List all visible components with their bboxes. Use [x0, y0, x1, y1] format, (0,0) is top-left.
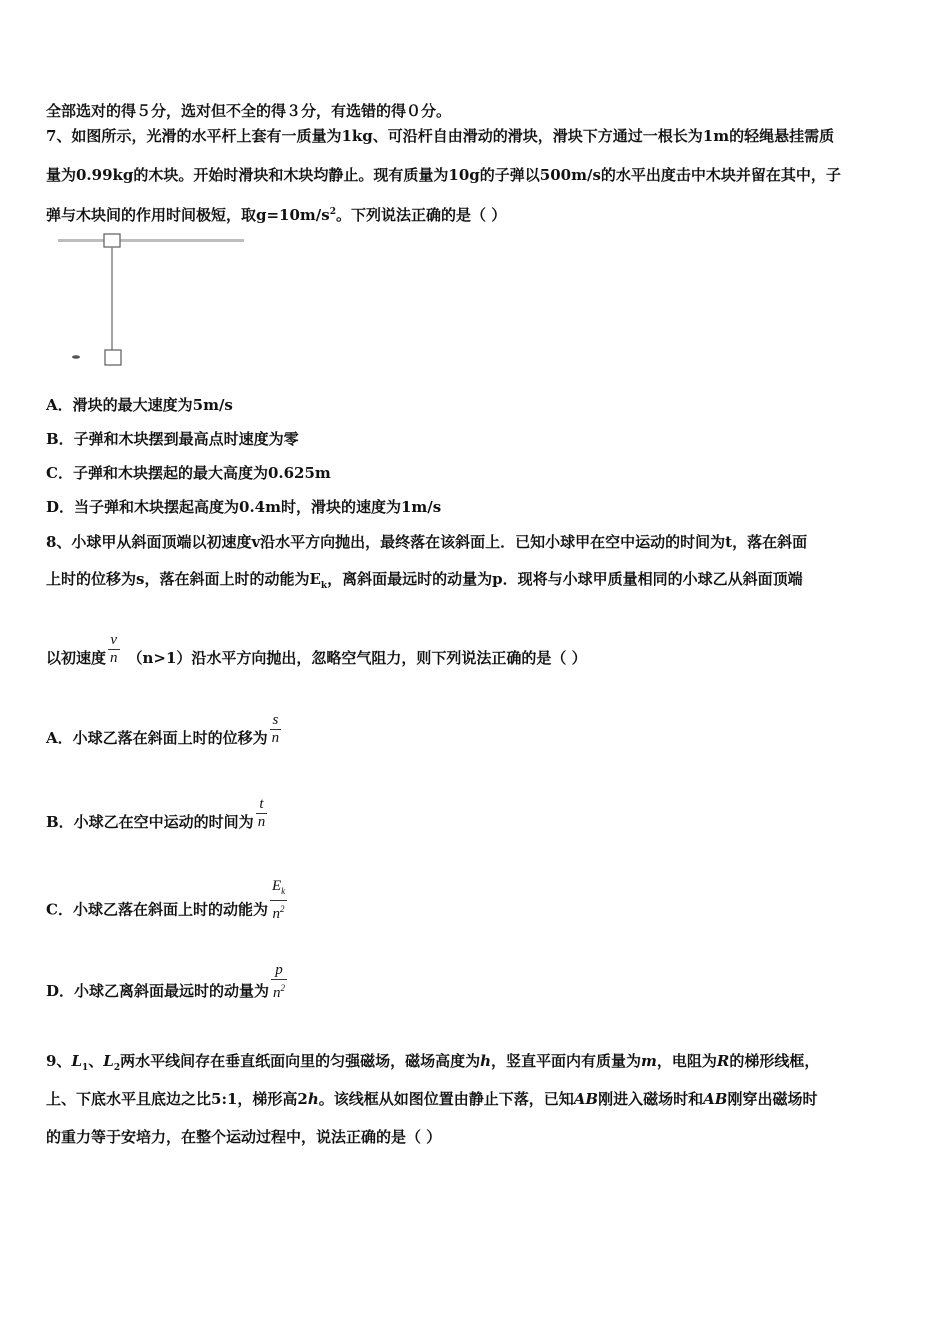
- q7-option-d: D．当子弹和木块摆起高度为0.4m时，滑块的速度为1m/s: [46, 498, 442, 516]
- q9-stem-line3: 的重力等于安培力，在整个运动过程中，说法正确的是（ ）: [46, 1128, 442, 1146]
- q8-option-d: D．小球乙离斜面最远时的动量为 $\frac{p}{n^2}$: [46, 962, 286, 1001]
- q7-figure: [50, 228, 250, 373]
- q9-stem-line2: 上、下底水平且底边之比5:1，梯形高2h。该线框从如图位置由静止下落，已知AB刚进入磁场时和AB刚穿出磁场时: [46, 1090, 818, 1108]
- q8-stem-line1: 8、小球甲从斜面顶端以初速度v沿水平方向抛出，最终落在该斜面上．已知小球甲在空中运动的时间为t，落在斜面: [46, 533, 808, 551]
- horizontal-rod: [58, 239, 244, 242]
- fraction-s-over-n: $\frac{s}{n}$: [271, 711, 280, 746]
- q7-option-b: B．子弹和木块摆到最高点时速度为零: [46, 430, 299, 448]
- q7-stem-line2: 量为0.99kg的木块。开始时滑块和木块均静止。现有质量为10g的子弹以500m/s的水平出度击中木块并留在其中，子: [46, 166, 841, 184]
- fraction-t-over-n: $\frac{t}{n}$: [257, 795, 266, 830]
- q9-stem-line1: 9、$L_1$、$L_2$两水平线间存在垂直纸面向里的匀强磁场，磁场高度为h，竖直平面内有质量为m，电阻为R的梯形线框，: [46, 1052, 820, 1073]
- q7-option-c: C．子弹和木块摆起的最大高度为0.625m: [46, 464, 331, 482]
- q8-stem-line2: 上时的位移为s，落在斜面上时的动能为$E_k$，离斜面最远时的动量为p．现将与小球甲质量相同的小球乙从斜面顶端: [46, 570, 803, 591]
- q7-stem-line1: 7、如图所示，光滑的水平杆上套有一质量为1kg、可沿杆自由滑动的滑块，滑块下方通过一根长为1m的轻绳悬挂需质: [46, 127, 835, 145]
- q8-option-b: B．小球乙在空中运动的时间为 $\frac{t}{n}$: [46, 795, 266, 831]
- q8-option-a: A．小球乙落在斜面上时的位移为 $\frac{s}{n}$: [46, 711, 280, 747]
- fraction-v-over-n: $\frac{v}{n}$: [110, 631, 118, 666]
- slider-block: [104, 234, 120, 247]
- q7-option-a: A．滑块的最大速度为5m/s: [46, 396, 233, 414]
- wood-block: [105, 350, 121, 365]
- fraction-ek-over-n2: $\frac{E_k}{n^2}$: [271, 878, 286, 922]
- fraction-p-over-n2: $\frac{p}{n^2}$: [273, 962, 286, 1001]
- q8-option-c: C．小球乙落在斜面上时的动能为 $\frac{E_k}{n^2}$: [46, 878, 286, 922]
- q8-stem-line3: 以初速度 $\frac{v}{n}$ （n>1）沿水平方向抛出，忽略空气阻力，则下列说法正确的是（ ）: [46, 631, 587, 667]
- intro-text: 全部选对的得５分，选对但不全的得３分，有选错的得０分。: [46, 102, 452, 120]
- q7-stem-line3: 弹与木块间的作用时间极短，取$g=10m/s^2$。下列说法正确的是（ ）: [46, 206, 507, 224]
- bullet: [72, 355, 80, 359]
